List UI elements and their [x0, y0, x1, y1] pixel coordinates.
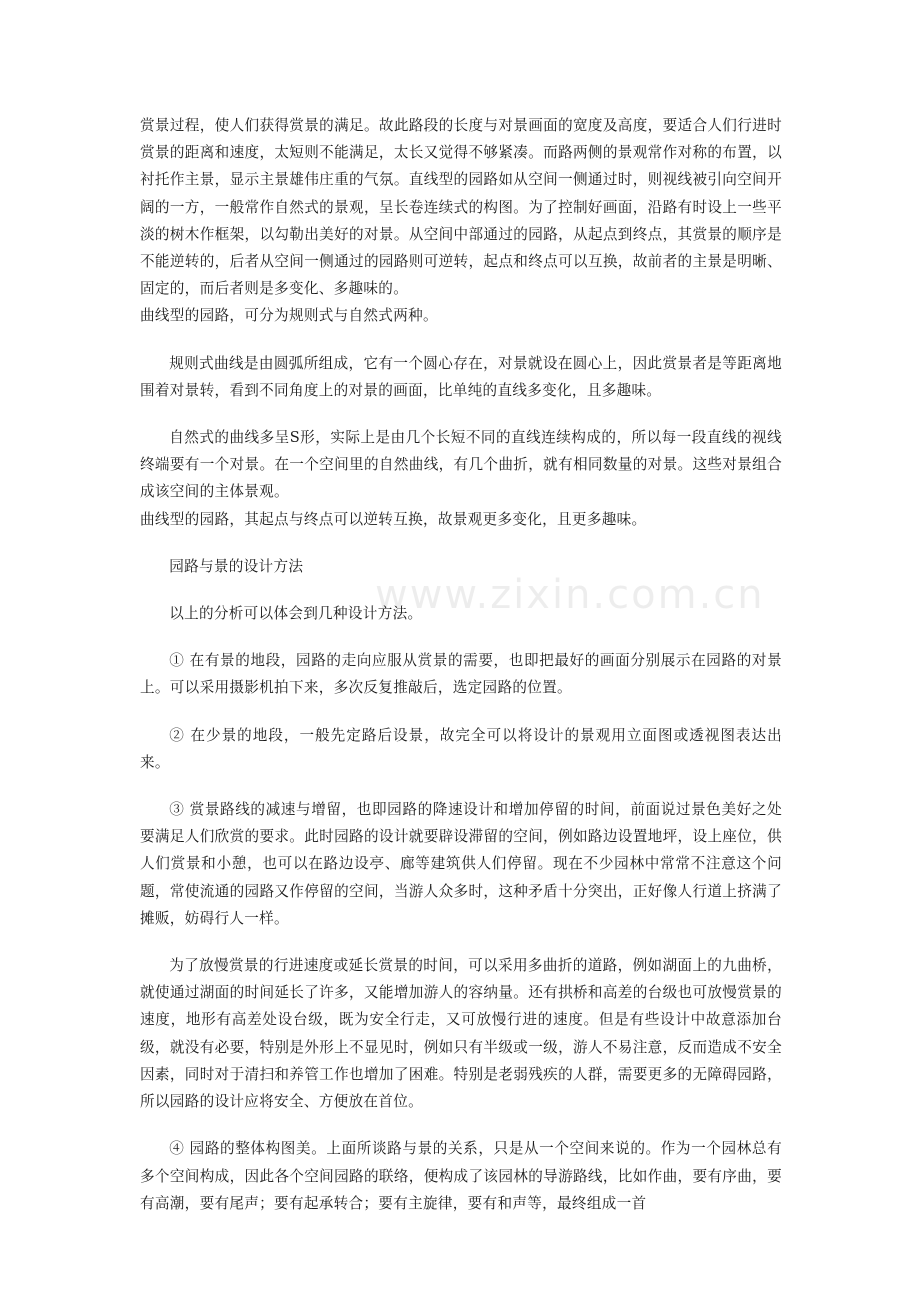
watermark: www.zixin.com.cn — [375, 572, 765, 618]
list-item: ① 在有景的地段，园路的走向应服从赏景的需要，也即把最好的画面分别展示在园路的对景上。可以采用摄影机拍下来，多次反复推敲后，选定园路的位置。 — [140, 652, 782, 697]
paragraph: 赏景过程，使人们获得赏景的满足。故此路段的长度与对景画面的宽度及高度，要适合人们行进时赏景的距离和速度，太短则不能满足，太长又觉得不够紧凑。而路两侧的景观常作对称的布置，以衬托作主景，显示主景雄伟庄重的气氛。直线型的园路如从空间一侧通过时，则视线被引向空间开阔的一方，一般常作自然式的景观，呈长卷连续式的构图。为了控制好画面，沿路有时设上一些平淡的树木作框架，以勾勒出美好的对景。从空间中部通过的园路，从起点到终点，其赏景的顺序是不能逆转的，后者从空间一侧通过的园路则可逆转，起点和终点可以互换，故前者的主景是明晰、固定的，而后者则是多变化、多趣味的。 — [140, 117, 782, 298]
list-item: ④ 园路的整体构图美。上面所谈路与景的关系，只是从一个空间来说的。作为一个园林总有多个空间构成，因此各个空间园路的联络，便构成了该园林的导游路线，比如作曲，要有序曲，要有高潮，要有尾声；要有起承转合；要有主旋律，要有和声等，最终组成一首 — [140, 1140, 782, 1212]
paragraph: 曲线型的园路，可分为规则式与自然式两种。 — [140, 307, 438, 325]
paragraph: 自然式的曲线多呈S形，实际上是由几个长短不同的直线连续构成的，所以每一段直线的视线终端要有一个对景。在一个空间里的自然曲线，有几个曲折，就有相同数量的对景。这些对景组合成该空间的主体景观。 — [140, 429, 782, 501]
list-item: ② 在少景的地段，一般先定路后设景，故完全可以将设计的景观用立面图或透视图表达出来。 — [140, 726, 782, 771]
paragraph: 规则式曲线是由圆弧所组成，它有一个圆心存在，对景就设在圆心上，因此赏景者是等距离地围着对景转，看到不同角度上的对景的画面，比单纯的直线多变化，且多趣味。 — [140, 354, 782, 399]
list-item: ③ 赏景路线的减速与增留，也即园路的降速设计和增加停留的时间，前面说过景色美好之处要满足人们欣赏的要求。此时园路的设计就要辟设滞留的空间，例如路边设置地坪，设上座位，供人们赏景和小憩，也可以在路边设亭、廊等建筑供人们停留。现在不少园林中常常不注意这个问题，常使流通的园路又作停留的空间，当游人众多时，这种矛盾十分突出，正好像人行道上挤满了摊贩，妨碍行人一样。 — [140, 801, 782, 927]
paragraph: 以上的分析可以体会到几种设计方法。 — [169, 605, 423, 623]
document-body — [140, 112, 782, 1217]
paragraph: 为了放慢赏景的行进速度或延长赏景的时间，可以采用多曲折的道路，例如湖面上的九曲桥，就使通过湖面的时间延长了许多，又能增加游人的容纳量。还有拱桥和高差的台级也可放慢赏景的速度，地形有高差处设台级，既为安全行走，又可放慢行进的速度。但是有些设计中故意添加台级，就没有必要，特别是外形上不显见时，例如只有半级或一级，游人不易注意，反而造成不安全因素，同时对于清扫和养管工作也增加了困难。特别是老弱残疾的人群，需要更多的无障碍园路，所以园路的设计应将安全、方便放在首位。 — [140, 957, 782, 1111]
section-heading: 园路与景的设计方法 — [169, 557, 304, 575]
paragraph: 曲线型的园路，其起点与终点可以逆转互换，故景观更多变化，且更多趣味。 — [140, 510, 647, 528]
